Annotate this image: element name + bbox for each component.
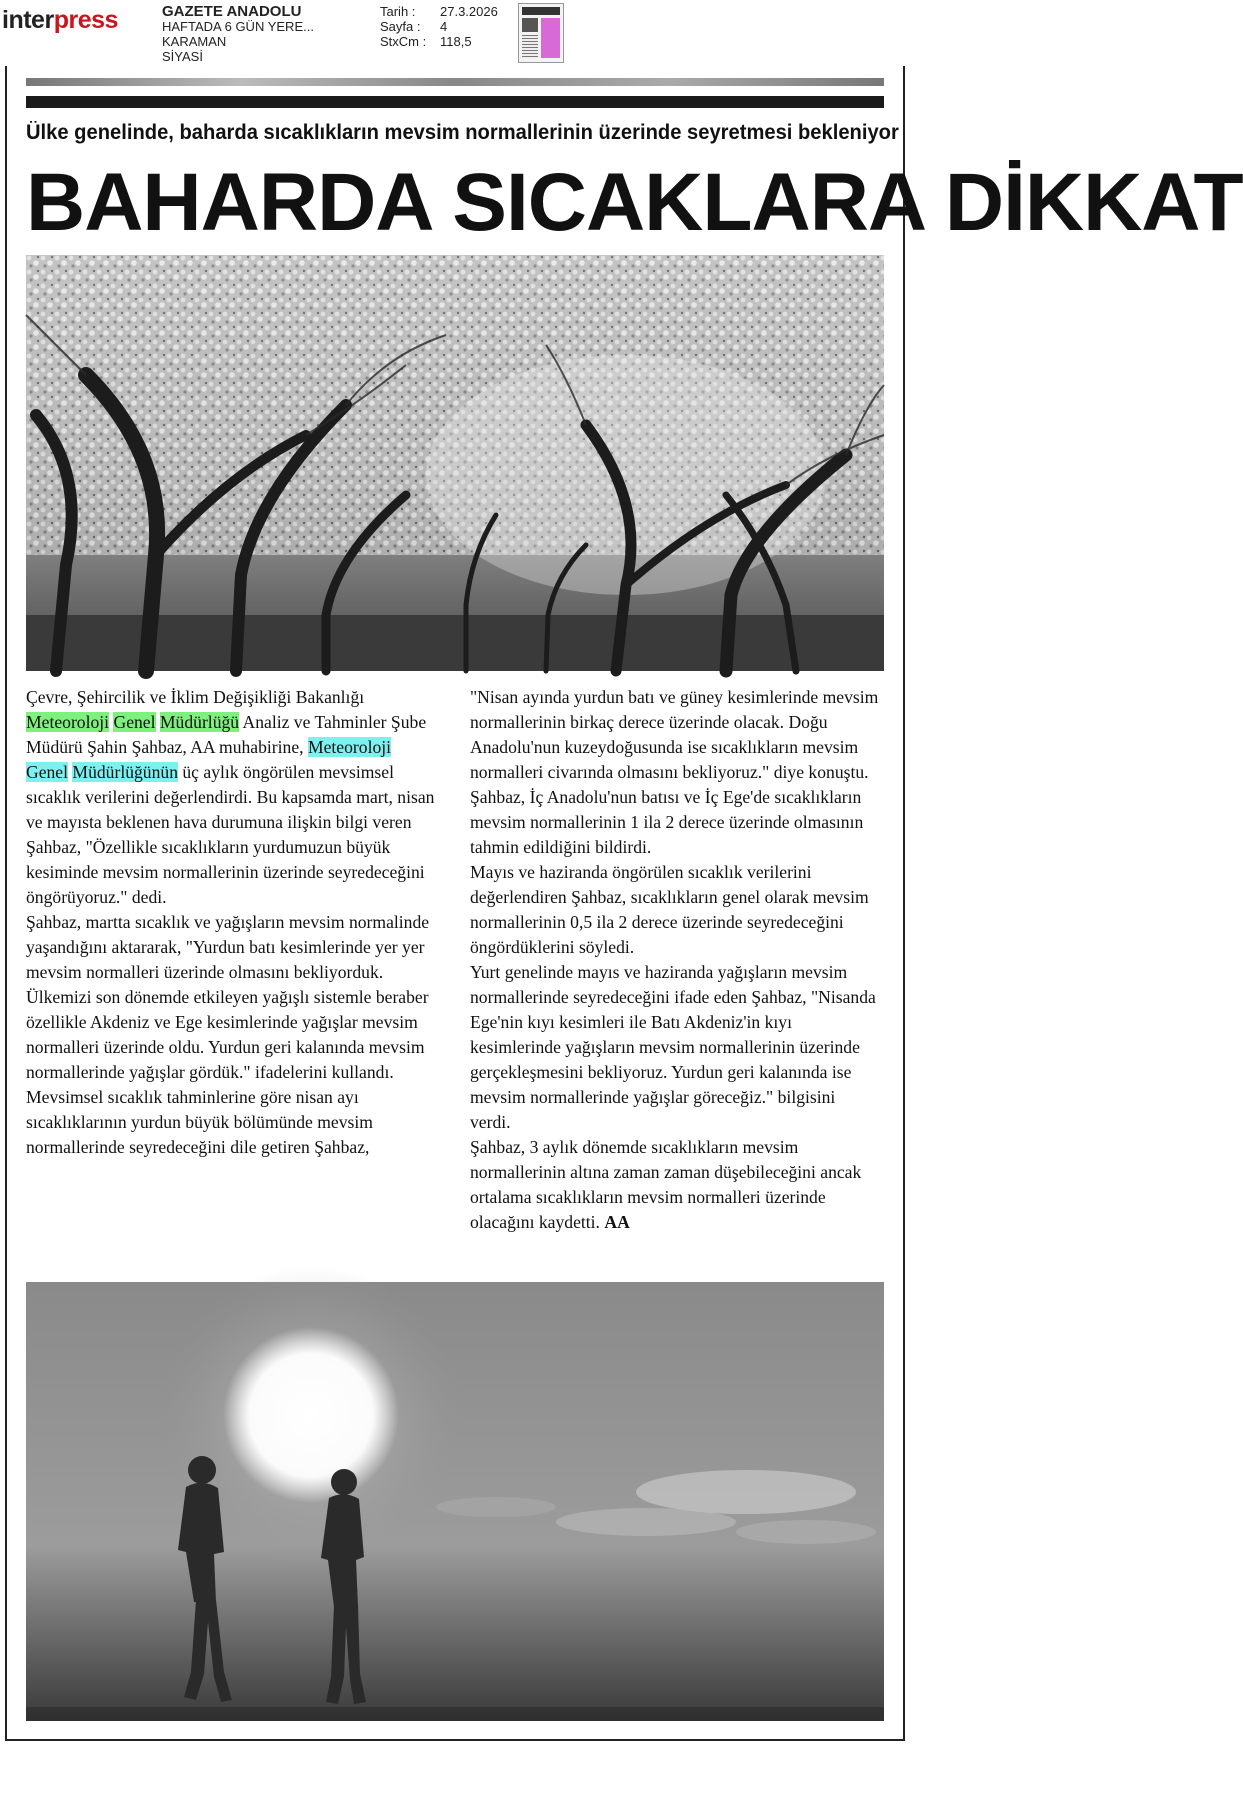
agency-signature: AA: [604, 1212, 630, 1232]
publication-info: [162, 4, 314, 64]
paragraph: Şahbaz, İç Anadolu'nun batısı ve İç Ege'de sıcaklıkların mevsim normallerinin 1 ila 2 derece üzerinde olmasının tahmin edildiğini bildirdi.: [470, 787, 864, 857]
interpress-logo: interpress: [2, 6, 118, 34]
paragraph: Mayıs ve haziranda öngörülen sıcaklık verilerini değerlendiren Şahbaz, sıcaklıkların genel olarak mevsim normallerinin 0,5 ila 2 derece üzerinde seyredeceğini öngördüklerini söyledi.: [470, 862, 869, 957]
highlight-cyan: Genel: [26, 762, 69, 782]
highlight-green: Meteoroloji: [26, 712, 110, 732]
tree-avenue-photo: [26, 255, 884, 671]
article-headline: BAHARDA SICAKLARA DİKKAT: [26, 157, 1243, 248]
publication-name: GAZETE ANADOLU: [162, 3, 302, 20]
date-label: Tarih :: [380, 4, 416, 19]
sun-silhouette-photo: [26, 1282, 884, 1721]
top-decorative-bar: [26, 78, 884, 86]
paragraph: Yurt genelinde mayıs ve haziranda yağışların mevsim normallerinde seyredeceğini ifade eden Şahbaz, "Nisanda Ege'nin kıyı kesimleri ile Batı Akdeniz'in kıyı kesimlerinde yağışların mevsim normallerinin üzerinde gerçekleşmesini bekliyoruz. Yurdun geri kalanında ise mevsim normallerinde yağışlar göreceğiz." bilgisini verdi.: [470, 962, 876, 1132]
page-value: 4: [440, 19, 448, 34]
black-rule: [26, 96, 884, 108]
page-label: Sayfa :: [380, 19, 421, 34]
article-column-left: [26, 685, 436, 1160]
stxcm-value: 118,5: [440, 34, 472, 49]
date-value: 27.3.2026: [440, 4, 498, 19]
highlight-cyan: Müdürlüğünün: [72, 762, 178, 782]
publication-city: KARAMAN: [162, 34, 227, 49]
paragraph: Şahbaz, martta sıcaklık ve yağışların mevsim normalinde yaşandığını aktararak, "Yurdun batı kesimlerinde yer yer mevsim normalleri üzerinde olmasını bekliyorduk. Ülkemizi son dönemde etkileyen yağışlı sistemle beraber özellikle Akdeniz ve Ege kesimlerinde yağışlar mevsim normalleri üzerinde oldu. Yurdun geri kalanında mevsim normallerinde yağışlar gördük." ifadelerini kullandı.: [26, 912, 430, 1082]
publication-frequency: HAFTADA 6 GÜN YERE...: [162, 19, 314, 34]
paragraph: "Nisan ayında yurdun batı ve güney kesimlerinde mevsim normallerinin birkaç derece üzerinde olacak. Doğu Anadolu'nun kuzeydoğusunda ise sıcaklıkların mevsim normalleri civarında olmasını bekliyoruz." diye konuştu.: [470, 687, 879, 782]
article-column-right: [470, 685, 880, 1235]
highlight-cyan: Meteoroloji: [307, 737, 392, 757]
paragraph: Şahbaz, 3 aylık dönemde sıcaklıkların mevsim normallerinin altına zaman zaman düşebileceğini ancak ortalama sıcaklıkların mevsim normalleri üzerinde olacağını kaydetti. AA: [470, 1137, 862, 1232]
publication-section: SİYASİ: [162, 49, 203, 64]
clipping-header: [0, 0, 937, 66]
clipping-meta: [380, 4, 498, 49]
paragraph: Mevsimsel sıcaklık tahminlerine göre nisan ayı sıcaklıklarının yurdun büyük bölümünde mevsim normallerinde seyredeceğini dile getiren Şahbaz,: [26, 1087, 373, 1157]
highlight-green: Genel: [113, 712, 156, 732]
highlight-green: Müdürlüğü: [159, 712, 240, 732]
paragraph: Çevre, Şehircilik ve İklim Değişikliği Bakanlığı Meteoroloji Genel Müdürlüğü Analiz ve Tahminler Şube Müdürü Şahin Şahbaz, AA muhabirine, Meteoroloji Genel Müdürlüğünün üç aylık öngörülen mevsimsel sıcaklık verilerini değerlendirdi. Bu kapsamda mart, nisan ve mayısta beklenen hava durumuna ilişkin bilgi veren Şahbaz, "Özellikle sıcaklıkların yurdumuzun büyük kesiminde mevsim normallerinin üzerinde seyredeceğini öngörüyoruz." dedi.: [26, 687, 435, 907]
page-thumbnail[interactable]: [518, 3, 564, 63]
stxcm-label: StxCm :: [380, 34, 427, 49]
article-subheadline: Ülke genelinde, baharda sıcaklıkların mevsim normallerinin üzerinde seyretmesi bekleniyor: [26, 121, 899, 144]
